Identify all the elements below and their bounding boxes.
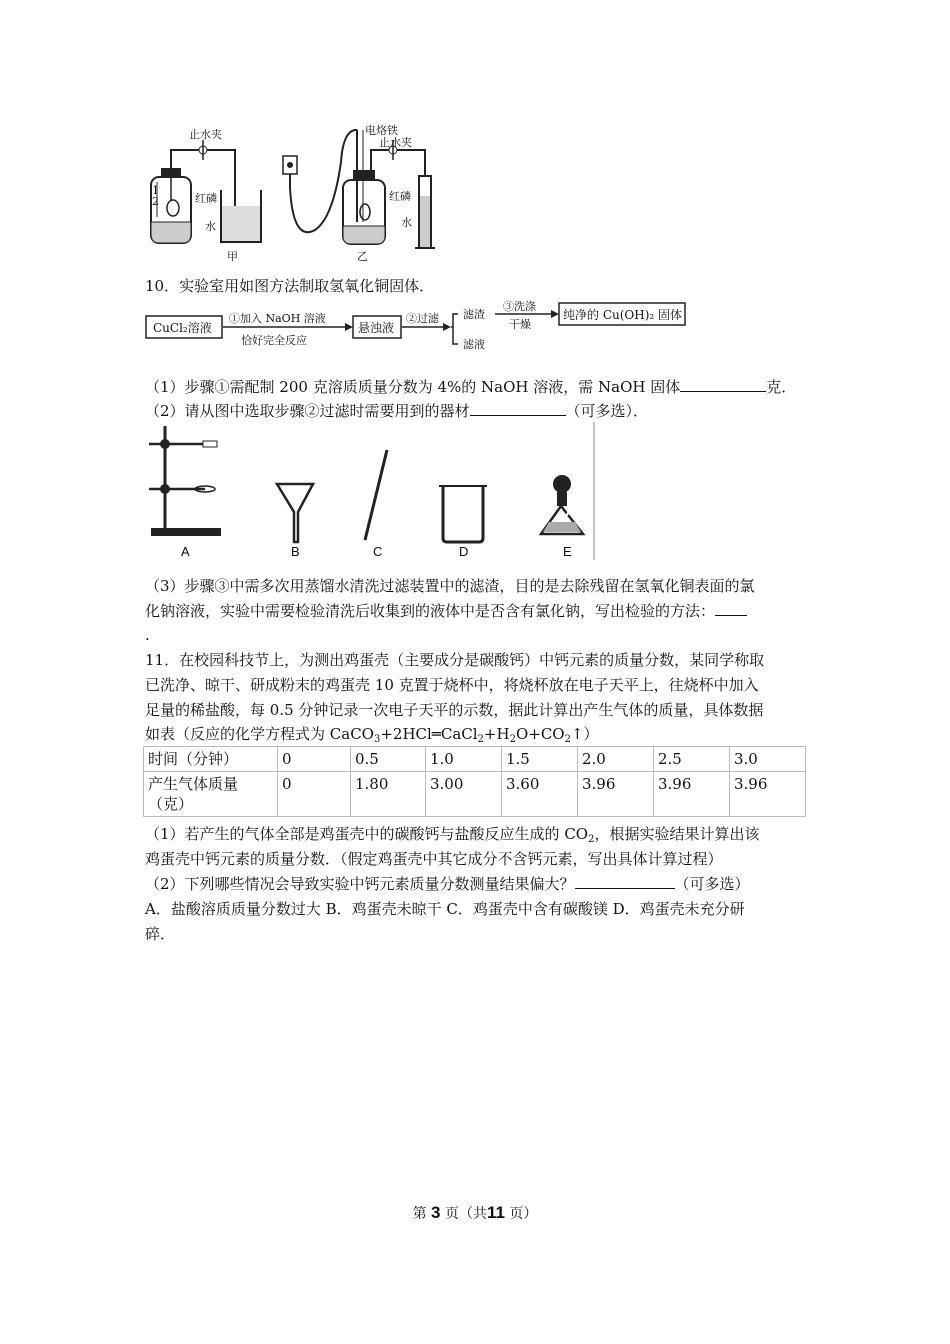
table-cell: 3.96 <box>730 772 806 817</box>
label-jia: 甲 <box>227 250 238 262</box>
table-cell: 3.96 <box>654 772 730 817</box>
q11-line4: 如表（反应的化学方程式为 $CaCO_3+2HCl═CaCl_2+H_2O+CO_2↑$） <box>145 725 599 745</box>
answer-blank-options[interactable] <box>575 874 675 889</box>
table-cell: 3.96 <box>578 772 654 817</box>
table-row <box>144 772 806 817</box>
flow-filtrate: 滤液 <box>463 338 485 351</box>
table-cell: 1.0 <box>426 747 502 772</box>
table-cell: 0 <box>278 772 351 817</box>
q11-line2: 已洗净、晾干、研成粉末的鸡蛋壳 10 克置于烧杯中，将烧杯放在电子天平上，往烧杯中加入 <box>145 676 759 694</box>
table-cell: 3.60 <box>502 772 578 817</box>
answer-blank-test-method[interactable] <box>715 601 747 616</box>
apparatus-label-e: E <box>563 544 572 559</box>
flow-end: 纯净的 Cu(OH)₂ 固体 <box>563 308 683 322</box>
q11-part1-line1: （1）若产生的气体全部是鸡蛋壳中的碳酸钙与盐酸反应生成的 $CO_2$，根据实验结果计算出该 <box>145 825 760 845</box>
q11-part1-line2: 鸡蛋壳中钙元素的质量分数．（假定鸡蛋壳中其它成分不含钙元素，写出具体计算过程） <box>145 850 723 868</box>
q10-part1: （1）步骤①需配制 200 克溶质质量分数为 4%的 NaOH 溶液，需 NaOH 固体 克． <box>145 378 797 396</box>
gas-mass-table <box>143 746 806 817</box>
flow-step3-bottom: 干燥 <box>509 318 531 331</box>
water-label-a: 水 <box>205 220 216 233</box>
table-cell: 3.0 <box>730 747 806 772</box>
iron-label: 电烙铁 <box>365 124 398 137</box>
q10-title: 10．实验室用如图方法制取氢氧化铜固体． <box>145 277 435 295</box>
row-header-gas-mass: 产生气体质量 （克） <box>144 772 278 817</box>
q11-options-line1: A．盐酸溶质质量分数过大 B．鸡蛋壳未晾干 C．鸡蛋壳中含有碳酸镁 D．鸡蛋壳未充分研 <box>145 900 745 918</box>
table-cell: 1.80 <box>351 772 426 817</box>
page-footer: 第 3 页（共11 页） <box>412 1203 538 1222</box>
table-cell: 2.0 <box>578 747 654 772</box>
label-yi: 乙 <box>357 250 368 262</box>
svg-text:2: 2 <box>152 195 159 208</box>
red-phosphorus-apparatus-figure <box>143 122 440 262</box>
water-label-b: 水 <box>401 216 412 229</box>
table-cell: 0.5 <box>351 747 426 772</box>
phosphorus-label-b: 红磷 <box>389 190 411 203</box>
clip-label-b: 止水夹 <box>379 136 412 149</box>
flow-start: CuCl₂溶液 <box>153 321 212 335</box>
apparatus-label-c: C <box>373 544 383 559</box>
q11-options-line2: 碎． <box>145 925 176 943</box>
q11-part2: （2）下列哪些情况会导致实验中钙元素质量分数测量结果偏大？ （可多选） <box>145 875 750 893</box>
q10-part3-line1: （3）步骤③中需多次用蒸馏水清洗过滤装置中的滤渣，目的是去除残留在氢氧化铜表面的氯 <box>145 577 755 595</box>
flow-step2: ②过滤 <box>406 312 439 325</box>
q11-line3: 足量的稀盐酸，每 0.5 分钟记录一次电子天平的示数，据此计算出产生气体的质量，具体数据 <box>145 701 764 719</box>
table-cell: 0 <box>278 747 351 772</box>
phosphorus-label-a: 红磷 <box>195 192 217 205</box>
apparatus-label-b: B <box>291 544 300 559</box>
page-number: 3 <box>431 1203 441 1222</box>
q11-line1: 11．在校园科技节上，为测出鸡蛋壳（主要成分是碳酸钙）中钙元素的质量分数，某同学称取 <box>145 651 765 669</box>
apparatus-label-a: A <box>181 544 190 559</box>
flow-mid: 悬浊液 <box>358 321 395 335</box>
flow-residue: 滤渣 <box>463 308 485 321</box>
q10-part3-line2: 化钠溶液，实验中需要检验清洗后收集到的液体中是否含有氯化钠，写出检验的方法： <box>145 601 747 621</box>
total-pages: 11 <box>486 1203 505 1222</box>
table-cell: 2.5 <box>654 747 730 772</box>
clip-label-a: 止水夹 <box>189 128 222 141</box>
answer-blank-apparatus[interactable] <box>470 401 566 416</box>
apparatus-label-d: D <box>459 544 469 559</box>
table-cell: 1.5 <box>502 747 578 772</box>
cuoh2-preparation-flowchart <box>143 300 688 352</box>
table-cell: 3.00 <box>426 772 502 817</box>
table-row <box>144 747 806 772</box>
q10-part3-line3: . <box>145 626 150 644</box>
q10-part2: （2）请从图中选取步骤②过滤时需要用到的器材 （可多选）． <box>145 402 649 420</box>
flow-step1-top: ①加入 NaOH 溶液 <box>229 312 326 325</box>
answer-blank-naoh-mass[interactable] <box>680 377 766 392</box>
flow-step3-top: ③洗涤 <box>503 300 536 313</box>
row-header-time: 时间（分钟） <box>144 747 278 772</box>
svg-text:1: 1 <box>152 184 159 197</box>
filtration-apparatus-figure <box>143 422 595 560</box>
flow-step1-bottom: 恰好完全反应 <box>241 334 307 347</box>
